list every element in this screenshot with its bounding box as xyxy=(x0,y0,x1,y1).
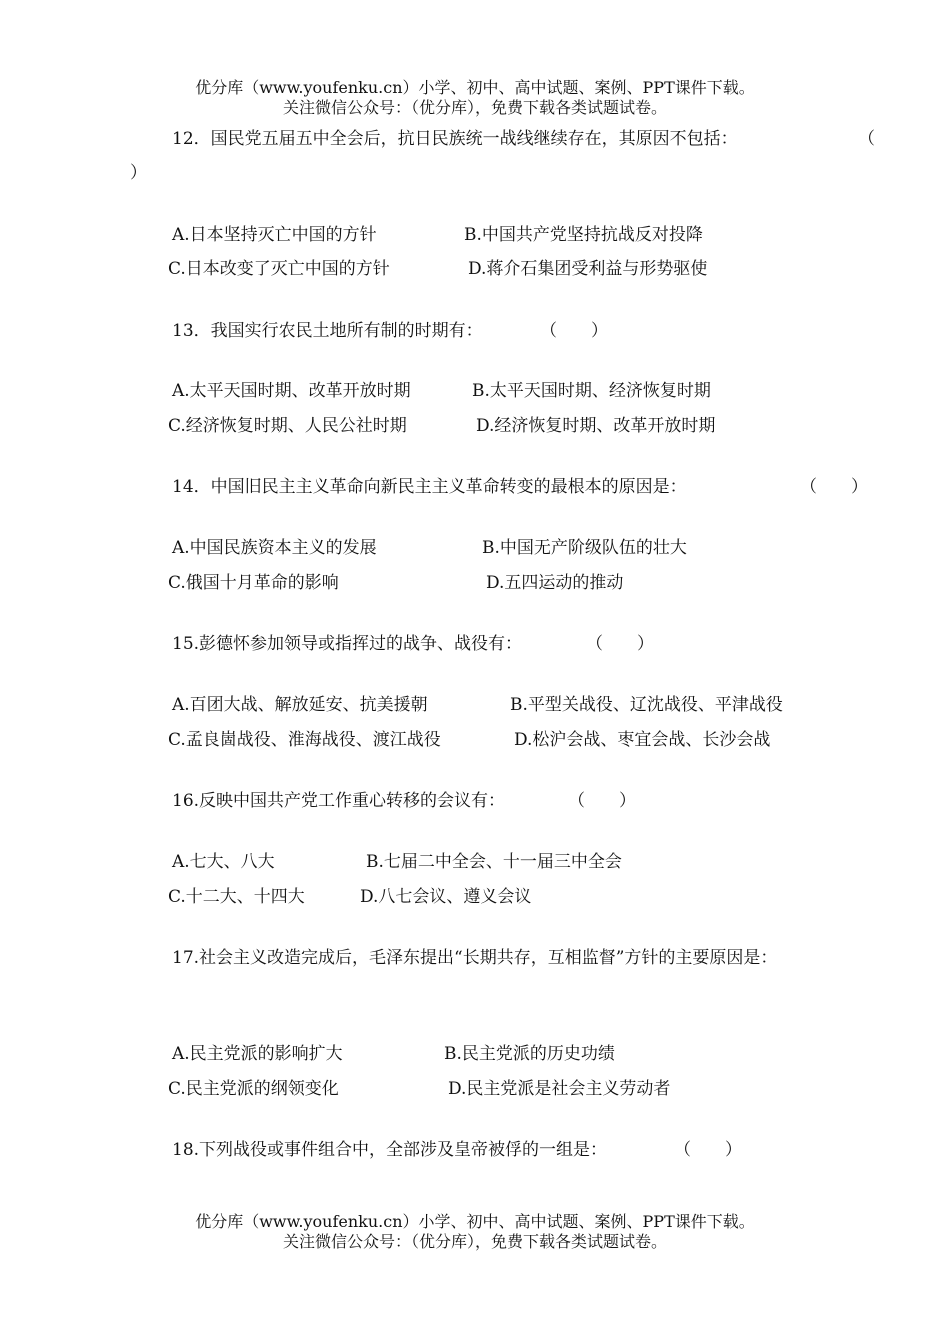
question-16-option-c: C.十二大、十四大 xyxy=(168,887,305,907)
question-14-option-c: C.俄国十月革命的影响 xyxy=(168,573,339,593)
question-13-stem: 13．我国实行农民土地所有制的时期有： xyxy=(172,321,483,341)
question-12-bracket-close: ） xyxy=(130,163,147,183)
question-12-option-d: D.蒋介石集团受利益与形势驱使 xyxy=(468,259,708,279)
question-13-option-b: B.太平天国时期、经济恢复时期 xyxy=(472,381,711,401)
question-14-option-d: D.五四运动的推动 xyxy=(486,573,624,593)
question-17-option-b: B.民主党派的历史功绩 xyxy=(444,1044,615,1064)
question-14-option-a: A.中国民族资本主义的发展 xyxy=(172,538,377,558)
question-15-option-a: A.百团大战、解放延安、抗美援朝 xyxy=(172,695,428,715)
question-17-stem: 17.社会主义改造完成后，毛泽东提出“长期共存，互相监督”方针的主要原因是： xyxy=(172,948,778,968)
footer-line-1: 优分库（www.youfenku.cn）小学、初中、高中试题、案例、PPT课件下载。 xyxy=(195,1212,755,1231)
question-15-bracket: （ ） xyxy=(586,634,654,654)
question-15-option-d: D.松沪会战、枣宜会战、长沙会战 xyxy=(514,730,771,750)
question-15-stem: 15.彭德怀参加领导或指挥过的战争、战役有： xyxy=(172,634,523,654)
question-18-stem: 18.下列战役或事件组合中，全部涉及皇帝被俘的一组是： xyxy=(172,1140,608,1160)
question-16-option-d: D.八七会议、遵义会议 xyxy=(360,887,532,907)
question-16-option-a: A.七大、八大 xyxy=(172,852,275,872)
question-12-option-a: A.日本坚持灭亡中国的方针 xyxy=(172,225,377,245)
question-16-bracket: （ ） xyxy=(568,791,636,811)
question-17-option-a: A.民主党派的影响扩大 xyxy=(172,1044,343,1064)
question-14-option-b: B.中国无产阶级队伍的壮大 xyxy=(482,538,687,558)
footer-line-2: 关注微信公众号：（优分库），免费下载各类试题试卷。 xyxy=(282,1232,667,1251)
question-17-option-d: D.民主党派是社会主义劳动者 xyxy=(448,1079,671,1099)
question-12-bracket-open: （ xyxy=(858,129,875,149)
question-18-bracket: （ ） xyxy=(674,1140,742,1160)
question-14-stem: 14．中国旧民主主义革命向新民主主义革命转变的最根本的原因是： xyxy=(172,477,687,497)
question-12-option-c: C.日本改变了灭亡中国的方针 xyxy=(168,259,390,279)
question-13-option-a: A.太平天国时期、改革开放时期 xyxy=(172,381,411,401)
question-16-stem: 16.反映中国共产党工作重心转移的会议有： xyxy=(172,791,506,811)
question-13-option-c: C.经济恢复时期、人民公社时期 xyxy=(168,416,407,436)
question-15-option-b: B.平型关战役、辽沈战役、平津战役 xyxy=(510,695,783,715)
question-13-option-d: D.经济恢复时期、改革开放时期 xyxy=(476,416,716,436)
question-16-option-b: B.七届二中全会、十一届三中全会 xyxy=(366,852,622,872)
question-13-bracket: （ ） xyxy=(540,321,608,341)
question-15-option-c: C.孟良崮战役、淮海战役、渡江战役 xyxy=(168,730,441,750)
header-line-1: 优分库（www.youfenku.cn）小学、初中、高中试题、案例、PPT课件下载。 xyxy=(195,78,755,97)
header-line-2: 关注微信公众号：（优分库），免费下载各类试题试卷。 xyxy=(282,98,667,117)
question-12-option-b: B.中国共产党坚持抗战反对投降 xyxy=(464,225,703,245)
question-12-stem: 12．国民党五届五中全会后，抗日民族统一战线继续存在，其原因不包括： xyxy=(172,129,738,149)
question-14-bracket: （ ） xyxy=(800,477,868,497)
question-17-option-c: C.民主党派的纲领变化 xyxy=(168,1079,339,1099)
